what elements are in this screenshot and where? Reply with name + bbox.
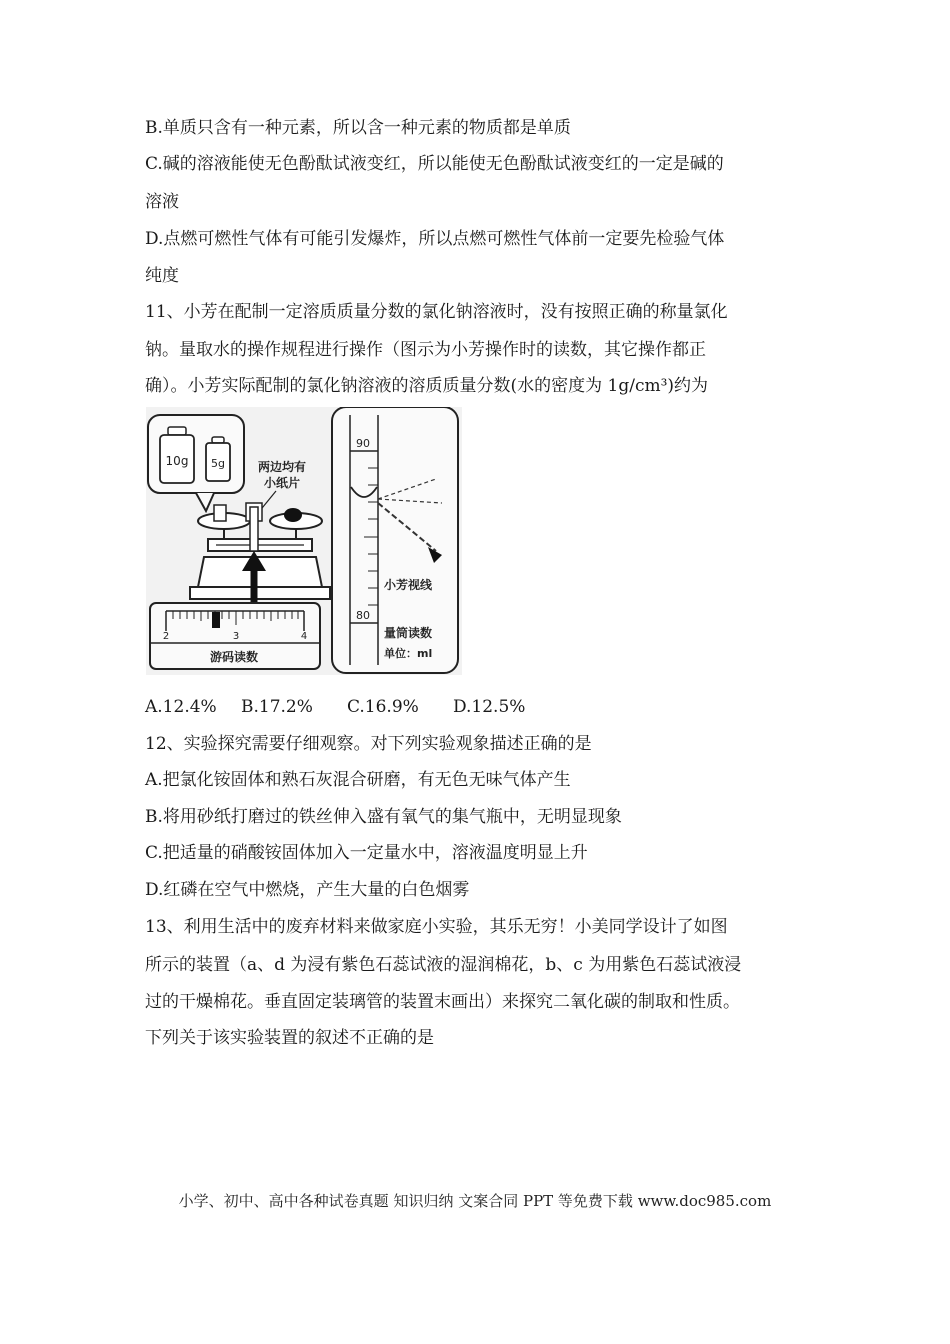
q11-figure: [146, 407, 462, 675]
q11-stem-line2: 钠。量取水的操作规程进行操作（图示为小芳操作时的读数，其它操作都正: [145, 340, 706, 360]
q12-option-c: C.把适量的硝酸铵固体加入一定量水中，溶液温度明显上升: [145, 843, 588, 863]
q12-option-b: B.将用砂纸打磨过的铁丝伸入盛有氧气的集气瓶中，无明显现象: [145, 807, 622, 827]
paper-note-line2: 小纸片: [264, 476, 301, 490]
rider-scale-label: 游码读数: [209, 650, 259, 664]
q13-stem-line2: 所示的装置（a、d 为浸有紫色石蕊试液的湿润棉花，b、c 为用紫色石蕊试液浸: [145, 955, 742, 975]
rider-tick-4: 4: [300, 631, 308, 642]
q12-stem: 12、实验探究需要仔细观察。对下列实验观象描述正确的是: [145, 734, 592, 754]
balance-and-cylinder-diagram: [146, 407, 462, 675]
q11-stem-line1: 11、小芳在配制一定溶质质量分数的氯化钠溶液时，没有按照正确的称量氯化: [145, 302, 728, 322]
weight-10g-label: 10g: [165, 454, 189, 468]
q11-option-c: C.16.9%: [347, 697, 419, 717]
q10-option-c-line2: 溶液: [145, 192, 179, 212]
cylinder-reading-label: 量筒读数: [384, 626, 433, 640]
page-footer: 小学、初中、高中各种试卷真题 知识归纳 文案合同 PPT 等免费下载 www.doc985.com: [178, 1192, 772, 1210]
q10-option-c-line1: C.碱的溶液能使无色酚酞试液变红，所以能使无色酚酞试液变红的一定是碱的: [145, 154, 724, 174]
q10-option-b: B.单质只含有一种元素，所以含一种元素的物质都是单质: [145, 118, 571, 138]
q11-stem-line3: 确）。小芳实际配制的氯化钠溶液的溶质质量分数(水的密度为 1g/cm³)约为: [145, 376, 709, 396]
q13-stem-line4: 下列关于该实验装置的叙述不正确的是: [145, 1028, 434, 1048]
cylinder-mark-90: 90: [356, 437, 370, 450]
rider-tick-2: 2: [162, 631, 170, 642]
rider-tick-3: 3: [232, 631, 240, 642]
q13-stem-line3: 过的干燥棉花。垂直固定装璃管的装置末画出）来探究二氧化碳的制取和性质。: [145, 992, 740, 1012]
q11-option-b: B.17.2%: [241, 697, 313, 717]
q11-options: [145, 695, 525, 719]
q11-option-d: D.12.5%: [453, 697, 526, 717]
paper-note-line1: 两边均有: [258, 460, 307, 474]
q12-option-a: A.把氯化铵固体和熟石灰混合研磨，有无色无味气体产生: [145, 770, 571, 790]
cylinder-unit-label: 单位：ml: [384, 647, 433, 660]
sight-line-label: 小芳视线: [384, 578, 433, 592]
q10-option-d-line2: 纯度: [145, 266, 179, 286]
q12-option-d: D.红磷在空气中燃烧，产生大量的白色烟雾: [145, 880, 470, 900]
q11-option-a: A.12.4%: [145, 697, 217, 717]
weight-5g-label: 5g: [211, 457, 225, 470]
balance-icon: [190, 503, 330, 599]
q13-stem-line1: 13、利用生活中的废弃材料来做家庭小实验，其乐无穷！小美同学设计了如图: [145, 917, 728, 937]
cylinder-mark-80: 80: [356, 609, 370, 622]
q10-option-d-line1: D.点燃可燃性气体有可能引发爆炸，所以点燃可燃性气体前一定要先检验气体: [145, 229, 725, 249]
rider-marker: [212, 612, 220, 628]
